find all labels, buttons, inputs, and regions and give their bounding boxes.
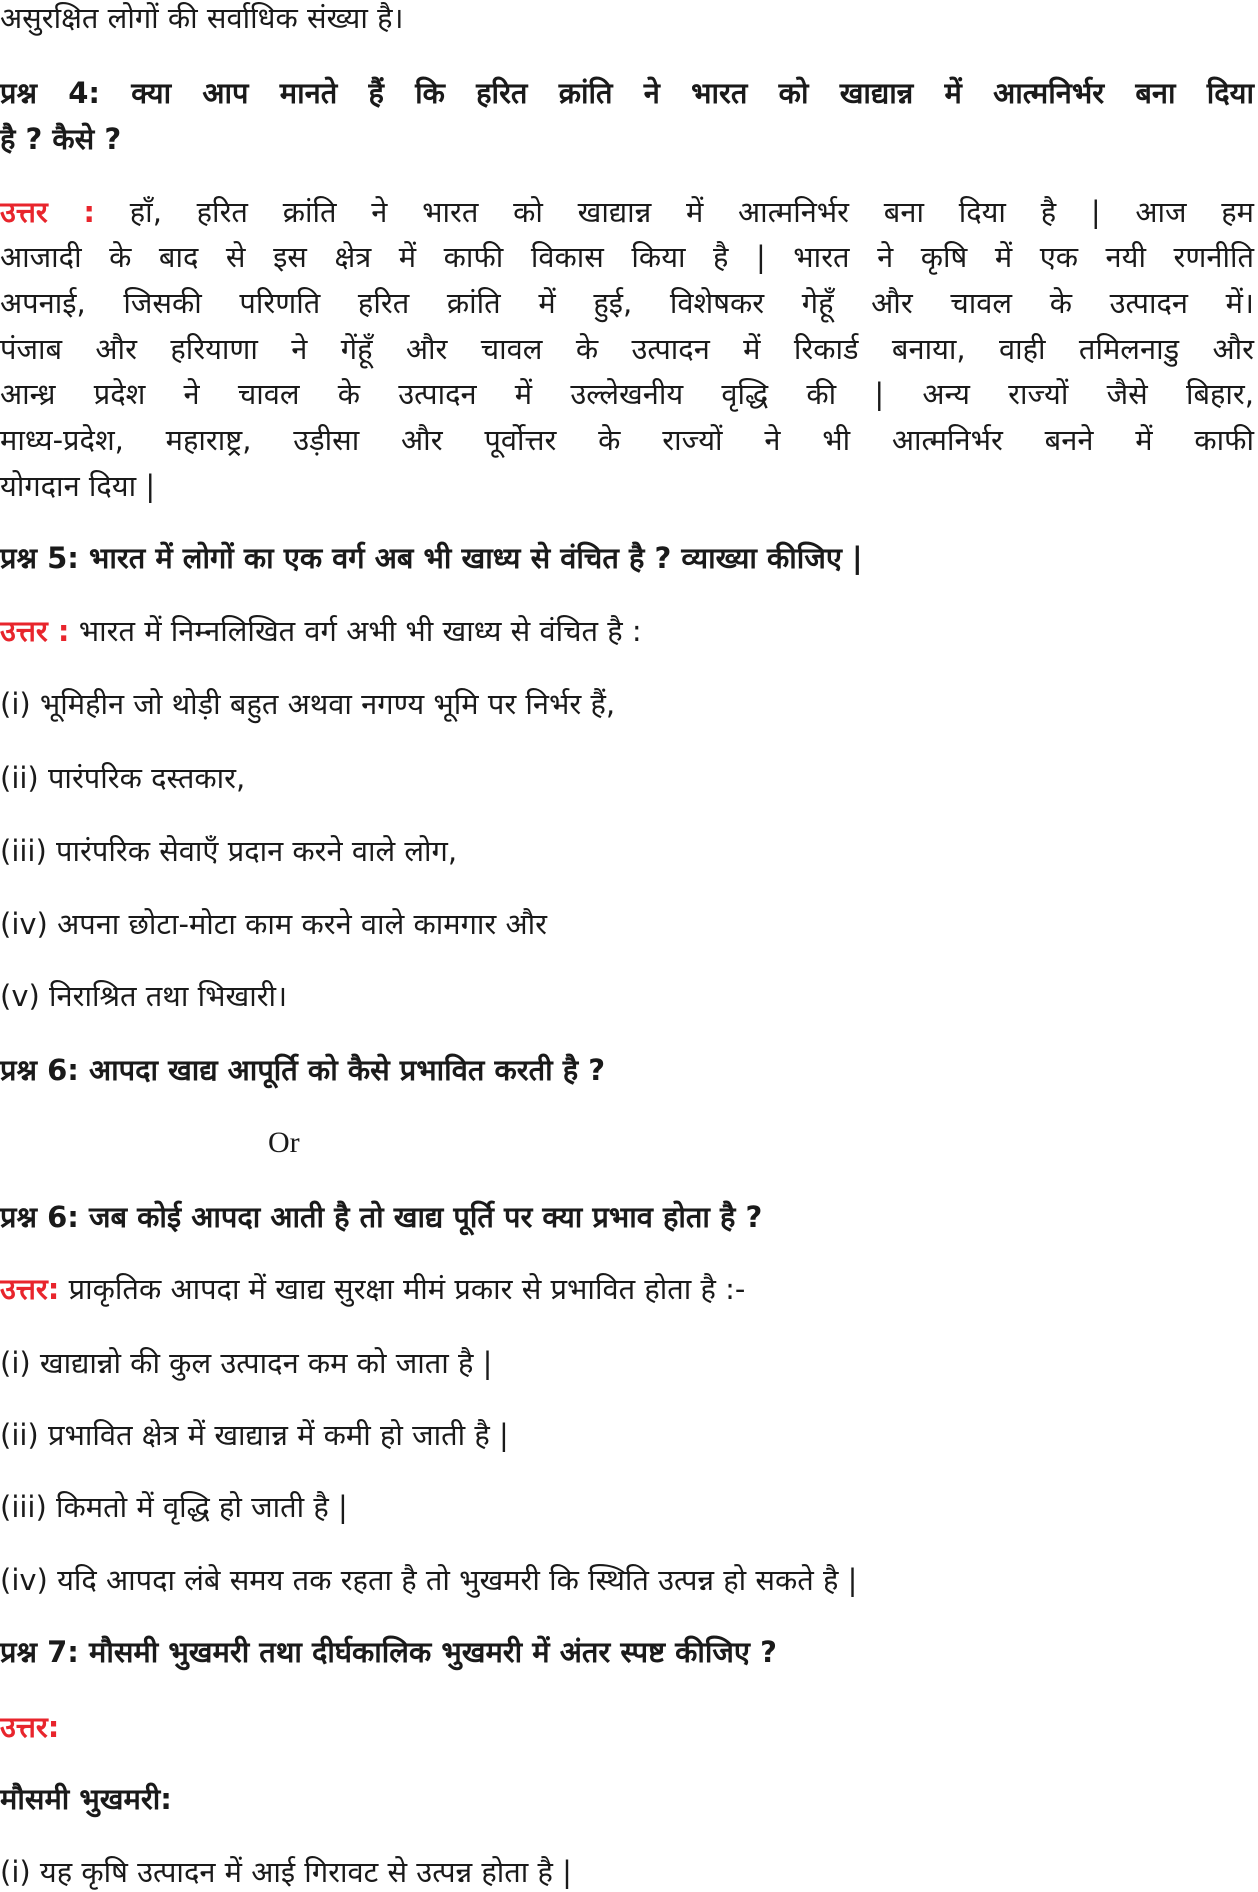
answer-label: उत्तर: — [0, 1272, 60, 1306]
answer-6-intro: उत्तर: प्राकृतिक आपदा में खाद्य सुरक्षा मीमं प्रकार से प्रभावित होता है :- — [0, 1272, 746, 1306]
question-4-line-2: है ? कैसे ? — [0, 122, 122, 156]
answer-6-item: (ii) प्रभावित क्षेत्र में खाद्यान्न में कमी हो जाती है | — [0, 1418, 509, 1452]
answer-6-item: (iii) किमतो में वृद्धि हो जाती है | — [0, 1490, 348, 1524]
answer-7-item: (i) यह कृषि उत्पादन में आई गिरावट से उत्पन्न होता है | — [0, 1855, 572, 1889]
answer-5-intro: उत्तर : भारत में निम्नलिखित वर्ग अभी भी खाध्य से वंचित है : — [0, 614, 642, 648]
answer-label: उत्तर : — [0, 195, 96, 229]
answer-4-line-5: आन्ध्र प्रदेश ने चावल के उत्पादन में उल्लेखनीय वृद्धि की | अन्य राज्यों जैसे बिहार, — [0, 377, 1254, 411]
intro-line: असुरक्षित लोगों की सर्वाधिक संख्या है। — [0, 1, 404, 35]
question-5: प्रश्न 5: भारत में लोगों का एक वर्ग अब भी खाध्य से वंचित है ? व्याख्या कीजिए | — [0, 541, 863, 575]
answer-4-line-7: योगदान दिया | — [0, 469, 156, 503]
answer-5-item: (ii) पारंपरिक दस्तकार, — [0, 761, 246, 795]
answer-4-line-2: आजादी के बाद से इस क्षेत्र में काफी विकास किया है | भारत ने कृषि में एक नयी रणनीति — [0, 240, 1254, 274]
question-7: प्रश्न 7: मौसमी भुखमरी तथा दीर्घकालिक भुखमरी में अंतर स्पष्ट कीजिए ? — [0, 1635, 777, 1669]
answer-label: उत्तर : — [0, 614, 70, 648]
answer-4-line-4: पंजाब और हरियाणा ने गेंहूँ और चावल के उत्पादन में रिकार्ड बनाया, वाही तमिलनाडु और — [0, 332, 1254, 366]
question-6b: प्रश्न 6: जब कोई आपदा आती है तो खाद्य पूर्ति पर क्या प्रभाव होता है ? — [0, 1200, 763, 1234]
answer-5-item: (i) भूमिहीन जो थोड़ी बहुत अथवा नगण्य भूमि पर निर्भर हैं, — [0, 687, 616, 721]
answer-5-item: (iv) अपना छोटा-मोटा काम करने वाले कामगार और — [0, 907, 548, 941]
answer-6-item: (i) खाद्यान्नो की कुल उत्पादन कम को जाता है | — [0, 1346, 493, 1380]
answer-5-item: (v) निराश्रित तथा भिखारी। — [0, 979, 288, 1013]
question-4-line-1: प्रश्न 4: क्या आप मानते हैं कि हरित क्रांति ने भारत को खाद्यान्न में आत्मनिर्भर बना दिया — [0, 76, 1254, 110]
or-separator: Or — [268, 1126, 300, 1159]
answer-4-line-1: उत्तर : हाँ, हरित क्रांति ने भारत को खाद्यान्न में आत्मनिर्भर बना दिया है | आज हम — [0, 195, 1254, 229]
answer-4-line-3: अपनाई, जिसकी परिणति हरित क्रांति में हुई, विशेषकर गेहूँ और चावल के उत्पादन में। — [0, 286, 1254, 320]
answer-5-item: (iii) पारंपरिक सेवाएँ प्रदान करने वाले लोग, — [0, 834, 458, 868]
question-6a: प्रश्न 6: आपदा खाद्य आपूर्ति को कैसे प्रभावित करती है ? — [0, 1053, 606, 1087]
answer-label: उत्तर: — [0, 1710, 60, 1744]
answer-4-line-6: माध्य-प्रदेश, महाराष्ट्र, उड़ीसा और पूर्वोत्तर के राज्यों ने भी आत्मनिर्भर बनने में काफी — [0, 423, 1254, 457]
subheading-seasonal-hunger: मौसमी भुखमरी: — [0, 1782, 172, 1816]
answer-6-item: (iv) यदि आपदा लंबे समय तक रहता है तो भुखमरी कि स्थिति उत्पन्न हो सकते है | — [0, 1563, 858, 1597]
